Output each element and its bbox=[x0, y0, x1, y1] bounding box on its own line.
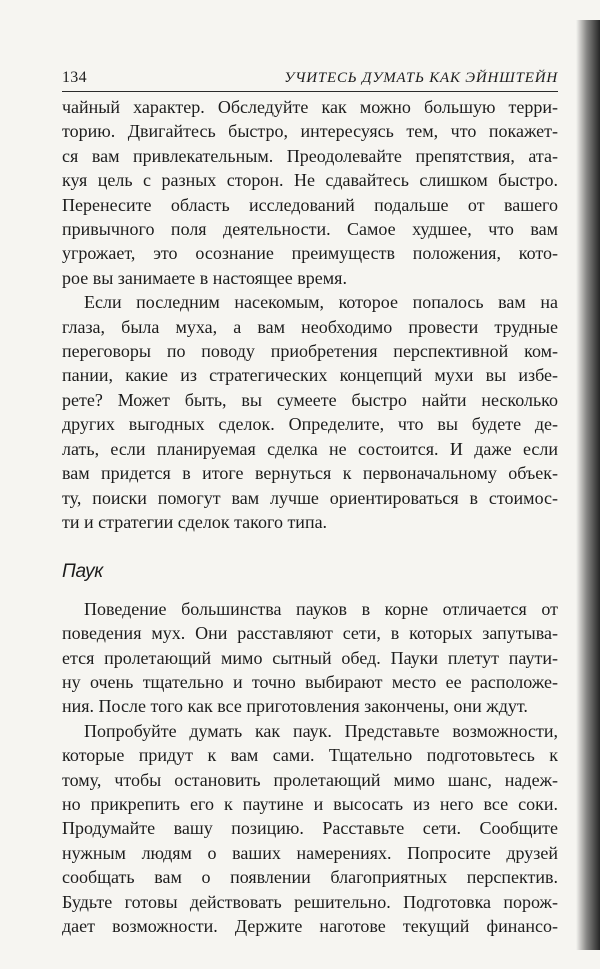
text-line: рете? Может быть, вы сумеете быстро найти несколько bbox=[62, 389, 558, 410]
paragraph-2 bbox=[62, 290, 558, 534]
text-line: куя цель с разных сторон. Не сдавайтесь слишком быстро. bbox=[62, 170, 558, 191]
paragraph-3 bbox=[62, 597, 558, 719]
page-header bbox=[62, 58, 558, 92]
text-line: чайный характер. Обследуйте как можно большую терри- bbox=[62, 97, 558, 117]
running-title: УЧИТЕСЬ ДУМАТЬ КАК ЭЙНШТЕЙН bbox=[284, 70, 558, 86]
body-text bbox=[62, 95, 558, 938]
text-line: переговоры по поводу приобретения перспективной ком- bbox=[62, 341, 558, 362]
page-edge-shadow bbox=[576, 20, 600, 950]
text-line: ется пролетающий мимо сытный обед. Пауки плетут паути- bbox=[62, 647, 558, 668]
text-line: рое вы занимаете в настоящее время. bbox=[62, 267, 347, 288]
text-line: сообщать вам о появлении благоприятных перспектив. bbox=[62, 867, 558, 888]
page-number: 134 bbox=[62, 69, 87, 86]
text-line: вам придется в итоге вернуться к первоначальному объек- bbox=[62, 463, 558, 484]
text-line: которые придут к вам сами. Тщательно подготовьтесь к bbox=[62, 745, 558, 766]
text-line: поведения мух. Они расставляют сети, в которых запутыва- bbox=[62, 623, 558, 644]
text-line: пании, какие из стратегических концепций мухи вы избе- bbox=[62, 365, 558, 386]
text-line: Попробуйте думать как паук. Представьте возможности, bbox=[84, 720, 558, 741]
text-line: ся вам привлекательным. Преодолевайте препятствия, ата- bbox=[62, 145, 558, 166]
text-line: нужным людям о ваших намерениях. Попросите друзей bbox=[62, 842, 558, 863]
text-line: Продумайте вашу позицию. Расставьте сети. Сообщите bbox=[62, 818, 558, 839]
text-line: дает возможности. Держите наготове текущий финансо- bbox=[62, 916, 558, 936]
text-line: но прикрепить его к паутине и высосать из него все соки. bbox=[62, 793, 558, 814]
text-line: Поведение большинства пауков в корне отличается от bbox=[84, 598, 558, 619]
text-line: ту, поиски помогут вам лучше ориентироваться в стоимос- bbox=[62, 487, 558, 508]
paragraph-1 bbox=[62, 95, 558, 290]
text-line: глаза, была муха, а вам необходимо провести трудные bbox=[62, 316, 558, 337]
text-line: тому, чтобы остановить пролетающий мимо шанс, надеж- bbox=[62, 769, 558, 790]
text-line: Будьте готовы действовать решительно. Подготовка порож- bbox=[62, 891, 558, 912]
text-line: привычного поля деятельности. Самое худшее, что вам bbox=[62, 219, 558, 240]
text-line: ти и стратегии сделок такого типа. bbox=[62, 511, 328, 532]
text-line: торию. Двигайтесь быстро, интересуясь тем, что покажет- bbox=[62, 121, 558, 142]
text-line: угрожает, это осознание преимуществ положения, кото- bbox=[62, 243, 558, 264]
text-line: Если последним насекомым, которое попалось вам на bbox=[84, 292, 558, 313]
paragraph-4 bbox=[62, 719, 558, 939]
text-line: ния. После того как все приготовления закончены, они ждут. bbox=[62, 696, 528, 717]
text-line: лать, если планируемая сделка не состоится. И даже если bbox=[62, 438, 558, 459]
text-line: Перенесите область исследований подальше от вашего bbox=[62, 194, 558, 215]
text-line: ну очень тщательно и точно выбирают место ее расположе- bbox=[62, 671, 558, 692]
section-title: Паук bbox=[62, 561, 103, 583]
text-line: других выгодных сделок. Определите, что вы будете де- bbox=[62, 414, 558, 435]
